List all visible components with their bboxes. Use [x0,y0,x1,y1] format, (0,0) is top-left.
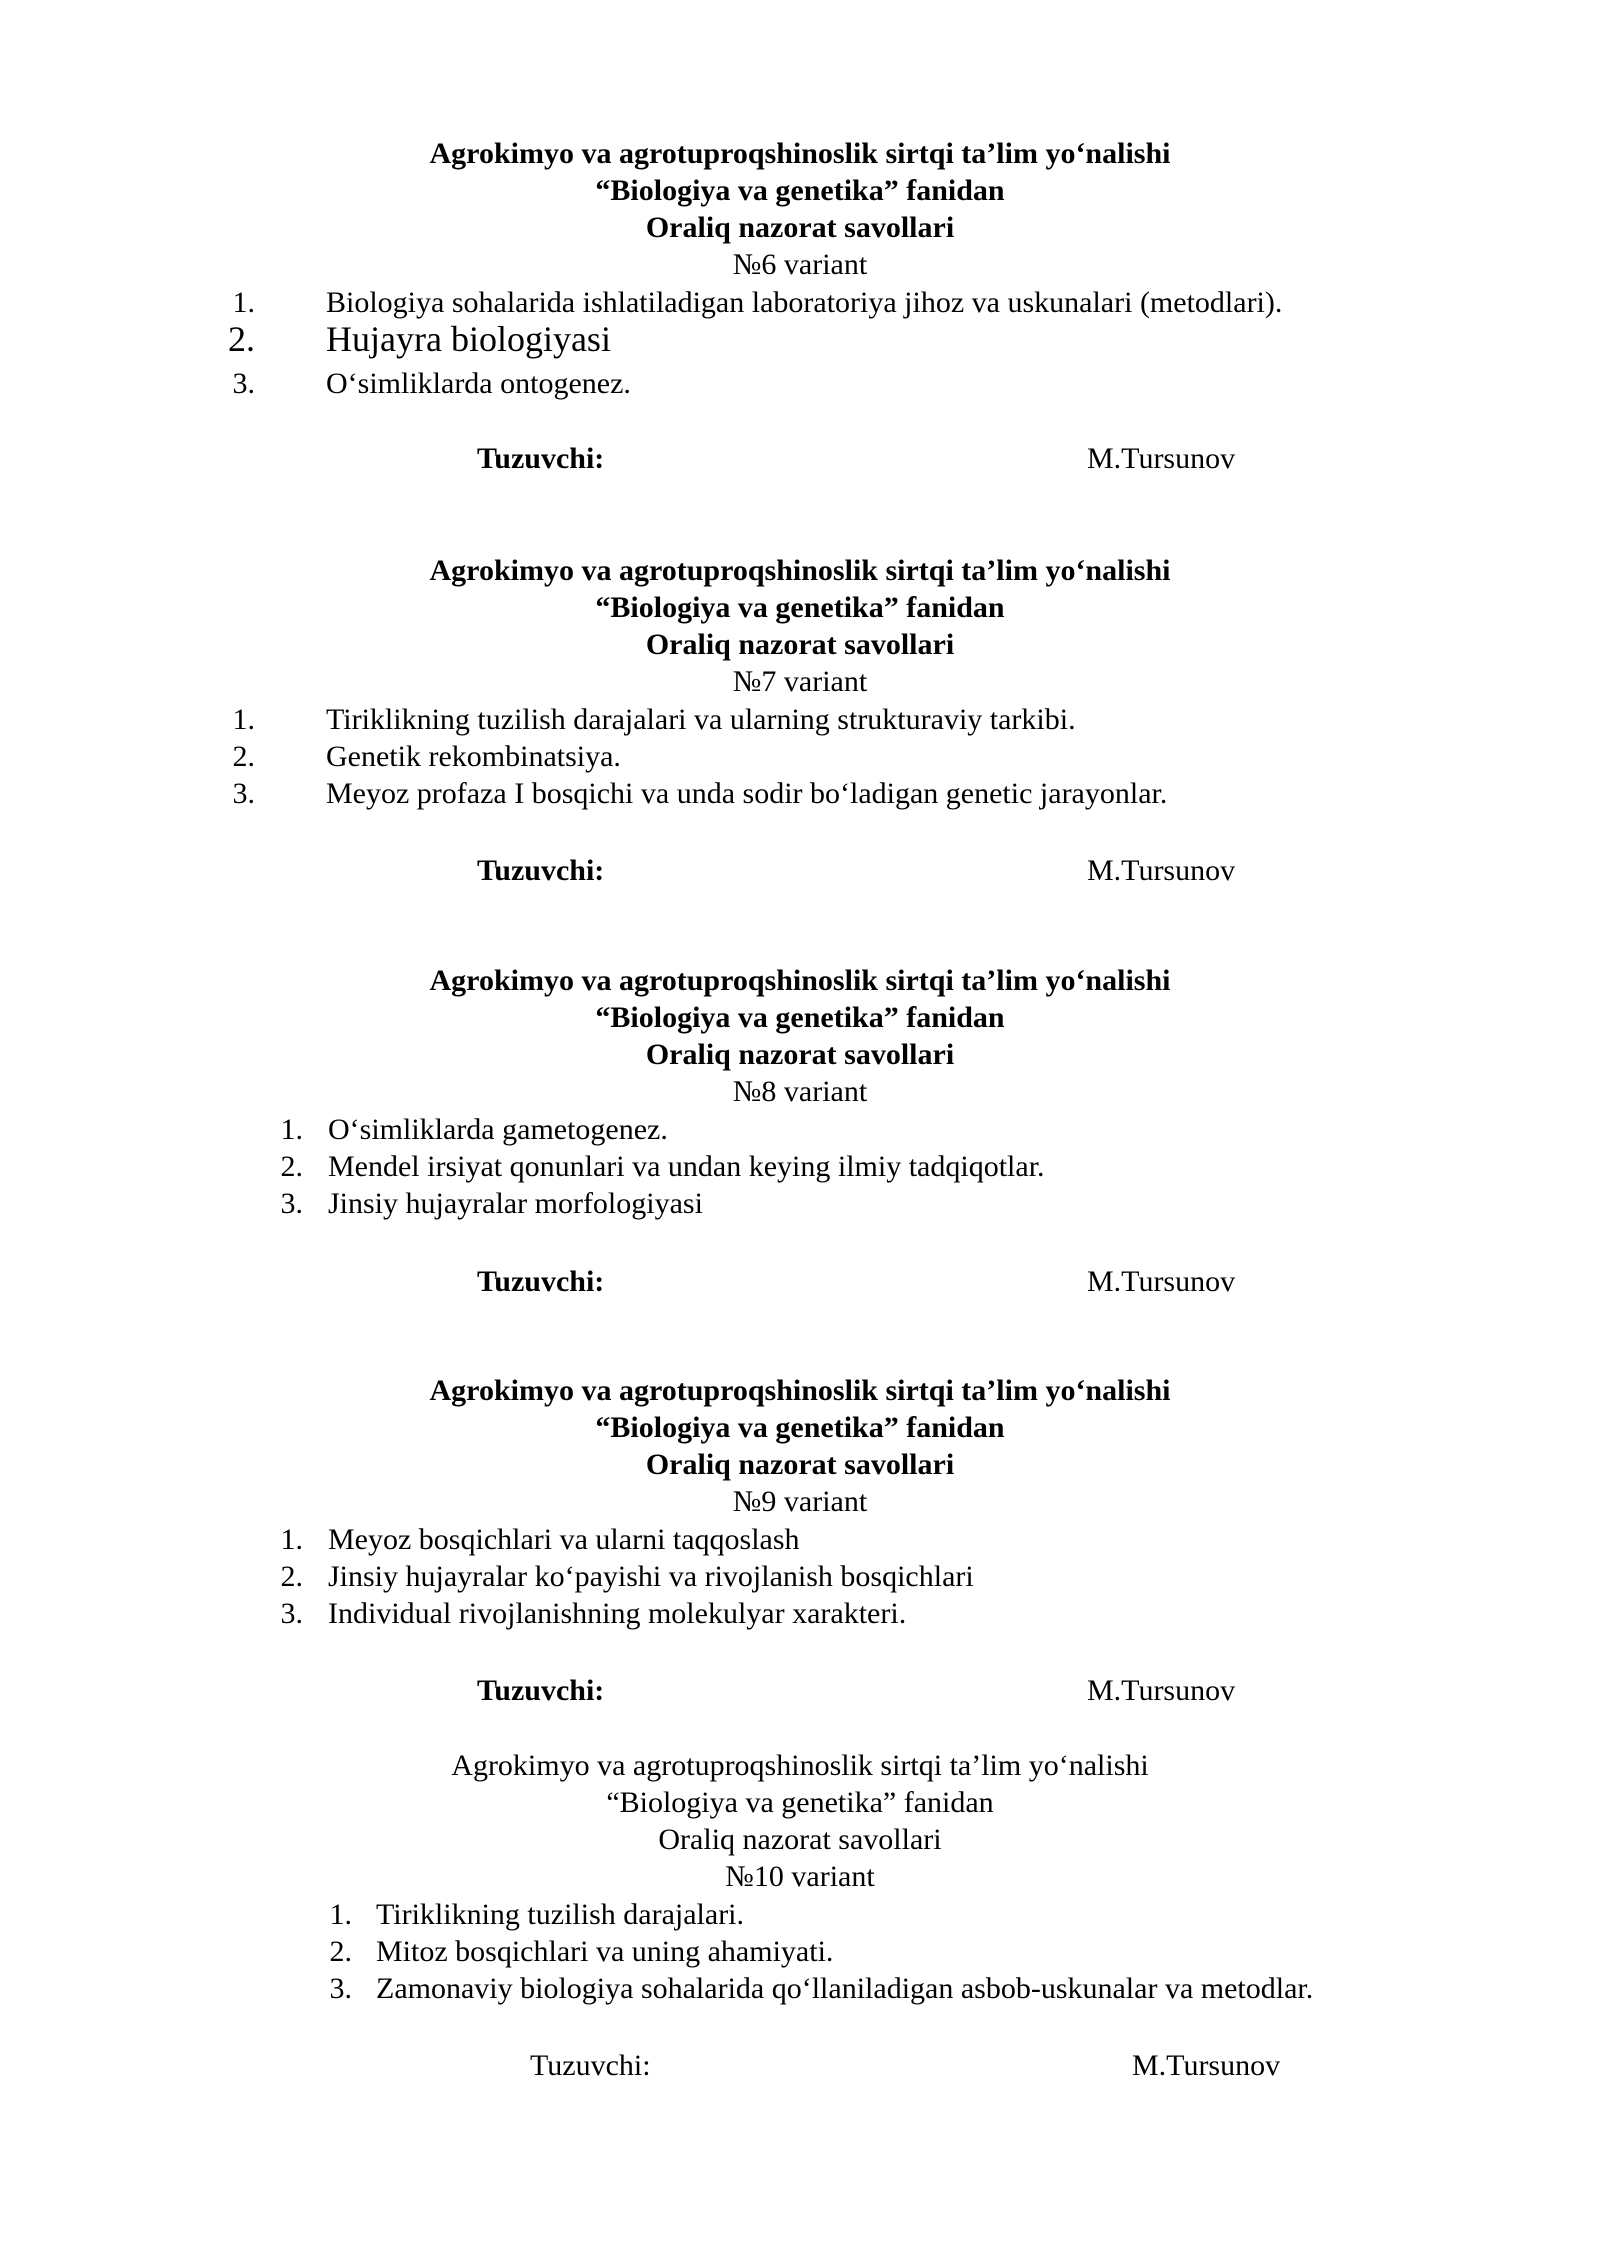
question-number: 3. [280,1187,303,1220]
block-heading-title: Oraliq nazorat savollari [645,1448,955,1481]
question-text: Meyoz profaza I bosqichi va unda sodir bo‘ladigan genetic jarayonlar. [326,777,1168,810]
block-heading-title: Oraliq nazorat savollari [645,211,955,244]
question-text: Tiriklikning tuzilish darajalari va ularning strukturaviy tarkibi. [326,703,1076,736]
variant-number: №8 variant [732,1075,868,1108]
author-name: M.Tursunov [1132,2049,1281,2082]
question-number: 1. [232,286,255,319]
block-heading-faculty: Agrokimyo va agrotuproqshinoslik sirtqi ta’lim yo‘nalishi [429,1374,1171,1407]
question-text: Tiriklikning tuzilish darajalari. [376,1898,745,1931]
question-text: Hujayra biologiyasi [326,319,611,359]
variant-number: №7 variant [732,665,868,698]
question-text: Jinsiy hujayralar morfologiyasi [328,1187,703,1220]
question-text: Mendel irsiyat qonunlari va undan keying ilmiy tadqiqotlar. [328,1150,1045,1183]
author-label: Tuzuvchi: [477,1265,605,1298]
author-name: M.Tursunov [1087,854,1236,887]
block-heading-title: Oraliq nazorat savollari [645,628,955,661]
question-number: 3. [232,777,255,810]
block-heading-subject: “Biologiya va genetika” fanidan [595,174,1005,207]
question-text: O‘simliklarda ontogenez. [326,367,631,400]
block-heading-faculty: Agrokimyo va agrotuproqshinoslik sirtqi ta’lim yo‘nalishi [451,1749,1149,1782]
question-number: 2. [228,319,255,359]
author-name: M.Tursunov [1087,442,1236,475]
question-number: 1. [280,1113,303,1146]
author-label: Tuzuvchi: [477,854,605,887]
question-text: Biologiya sohalarida ishlatiladigan laboratoriya jihoz va uskunalari (metodlari). [326,286,1283,319]
author-name: M.Tursunov [1087,1674,1236,1707]
author-label: Tuzuvchi: [477,442,605,475]
block-heading-faculty: Agrokimyo va agrotuproqshinoslik sirtqi ta’lim yo‘nalishi [429,554,1171,587]
question-number: 2. [232,740,255,773]
author-name: M.Tursunov [1087,1265,1236,1298]
question-number: 1. [329,1898,352,1931]
author-label: Tuzuvchi: [477,1674,605,1707]
block-heading-subject: “Biologiya va genetika” fanidan [606,1786,994,1819]
question-text: Mitoz bosqichlari va uning ahamiyati. [376,1935,834,1968]
block-heading-faculty: Agrokimyo va agrotuproqshinoslik sirtqi ta’lim yo‘nalishi [429,137,1171,170]
block-heading-faculty: Agrokimyo va agrotuproqshinoslik sirtqi ta’lim yo‘nalishi [429,964,1171,997]
question-text: Genetik rekombinatsiya. [326,740,621,773]
question-text: O‘simliklarda gametogenez. [328,1113,668,1146]
question-number: 3. [232,367,255,400]
question-number: 3. [329,1972,352,2005]
variant-number: №10 variant [725,1860,875,1893]
block-heading-subject: “Biologiya va genetika” fanidan [595,1001,1005,1034]
question-number: 1. [232,703,255,736]
question-text: Meyoz bosqichlari va ularni taqqoslash [328,1523,800,1556]
question-text: Jinsiy hujayralar ko‘payishi va rivojlanish bosqichlari [328,1560,974,1593]
question-text: Individual rivojlanishning molekulyar xarakteri. [328,1597,907,1630]
question-number: 3. [280,1597,303,1630]
block-heading-subject: “Biologiya va genetika” fanidan [595,591,1005,624]
question-number: 2. [329,1935,352,1968]
question-text: Zamonaviy biologiya sohalarida qo‘llaniladigan asbob-uskunalar va metodlar. [376,1972,1314,2005]
question-number: 1. [280,1523,303,1556]
question-number: 2. [280,1560,303,1593]
question-number: 2. [280,1150,303,1183]
block-heading-subject: “Biologiya va genetika” fanidan [595,1411,1005,1444]
variant-number: №9 variant [732,1485,868,1518]
block-heading-title: Oraliq nazorat savollari [658,1823,942,1856]
author-label: Tuzuvchi: [530,2049,651,2082]
block-heading-title: Oraliq nazorat savollari [645,1038,955,1071]
variant-number: №6 variant [732,248,868,281]
